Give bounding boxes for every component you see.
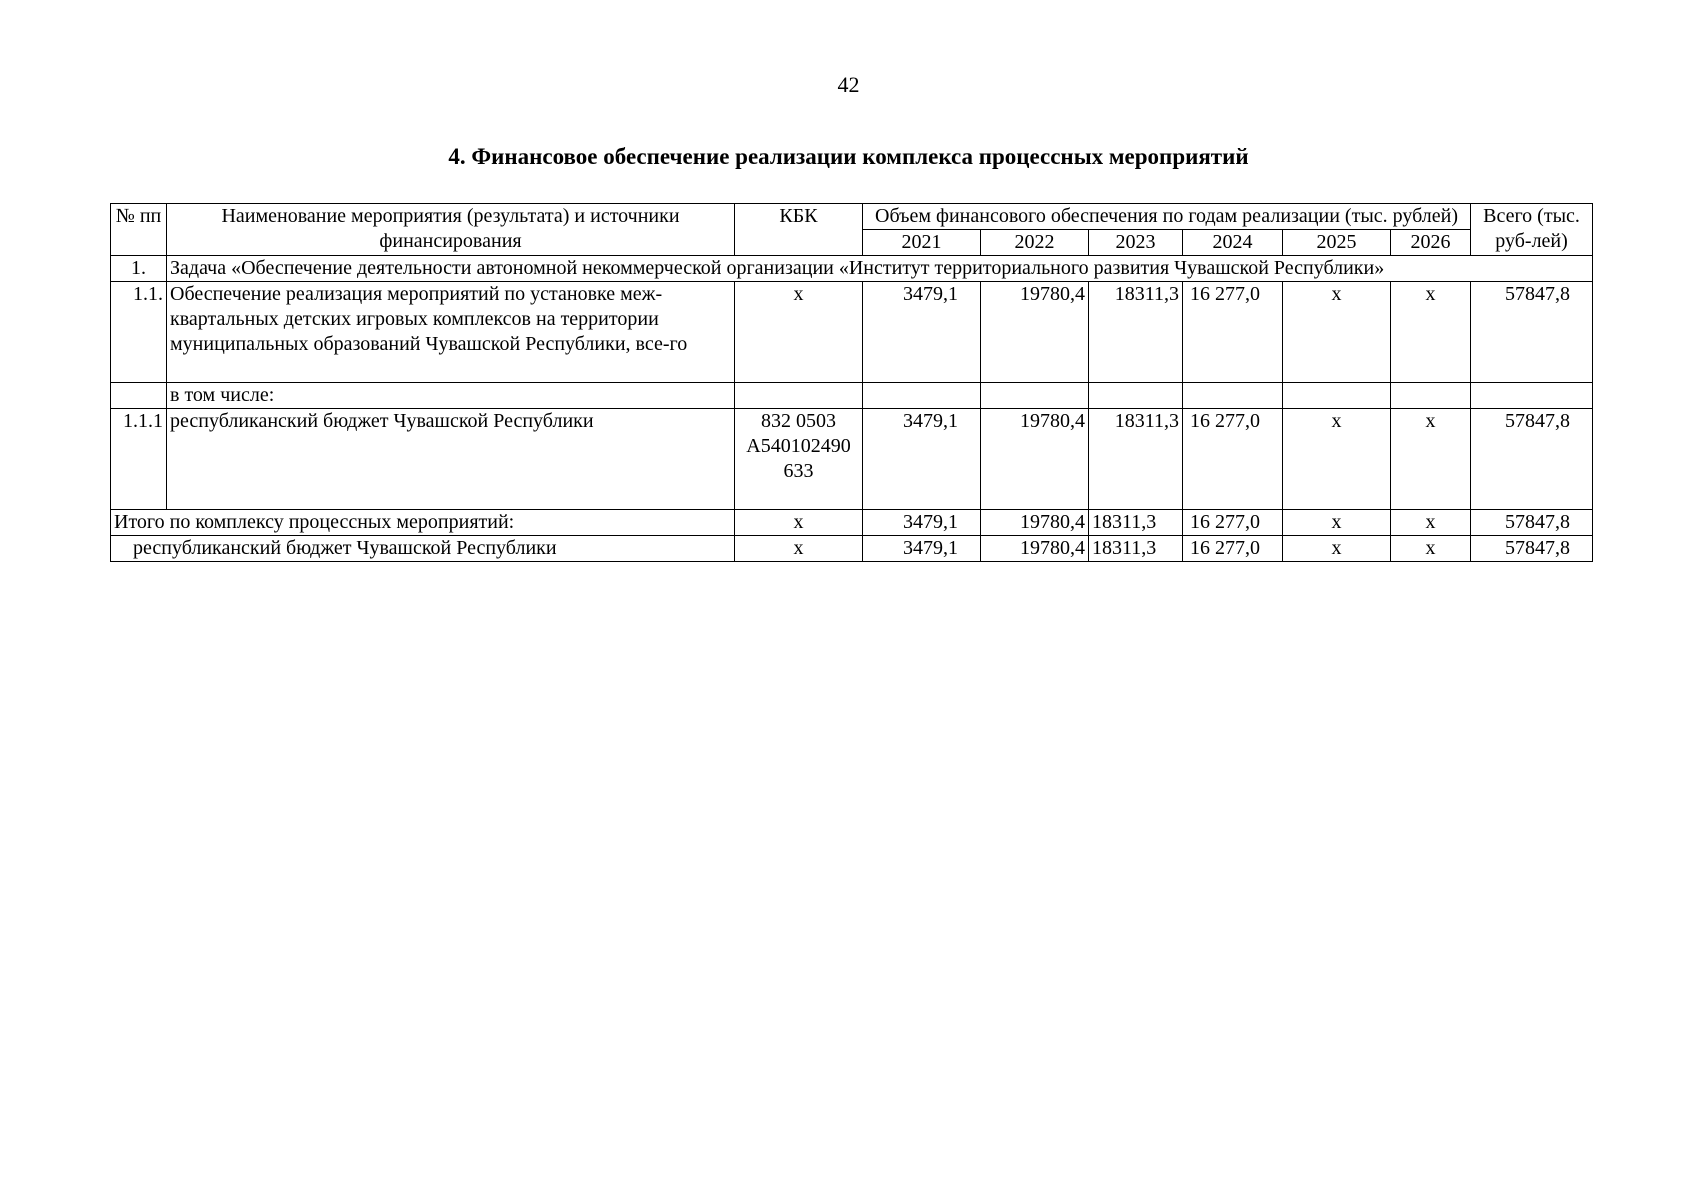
row-value: x	[1391, 409, 1471, 510]
table-row	[111, 282, 1593, 383]
row-value: 19780,4	[981, 409, 1089, 510]
total-value: x	[1391, 536, 1471, 562]
task-row	[111, 256, 1593, 282]
row-total: 57847,8	[1471, 409, 1593, 510]
row-num	[111, 383, 167, 409]
header-total: Всего (тыс. руб-лей)	[1471, 204, 1593, 256]
header-row-1	[111, 204, 1593, 230]
total-value: 3479,1	[863, 536, 981, 562]
row-value	[1283, 383, 1391, 409]
header-year: 2021	[863, 230, 981, 256]
row-value: x	[1283, 409, 1391, 510]
total-value: x	[1283, 510, 1391, 536]
total-value: 19780,4	[981, 536, 1089, 562]
row-value: 18311,3	[1089, 409, 1183, 510]
row-value: 18311,3	[1089, 282, 1183, 383]
total-value: 18311,3	[1089, 510, 1183, 536]
row-kbk	[735, 383, 863, 409]
row-total	[1471, 383, 1593, 409]
row-value: x	[1391, 282, 1471, 383]
total-row	[111, 536, 1593, 562]
task-text: Задача «Обеспечение деятельности автономной некоммерческой организации «Институт территориального развития Чувашской Республики»	[167, 256, 1593, 282]
header-volume: Объем финансового обеспечения по годам реализации (тыс. рублей)	[863, 204, 1471, 230]
total-value: 3479,1	[863, 510, 981, 536]
row-value	[1183, 383, 1283, 409]
total-kbk: x	[735, 510, 863, 536]
page-number: 42	[837, 72, 860, 97]
header-year: 2024	[1183, 230, 1283, 256]
row-total: 57847,8	[1471, 282, 1593, 383]
table-row	[111, 383, 1593, 409]
row-value	[863, 383, 981, 409]
row-value: 16 277,0	[1183, 282, 1283, 383]
row-value: 3479,1	[863, 409, 981, 510]
total-value: 19780,4	[981, 510, 1089, 536]
header-name: Наименование мероприятия (результата) и источники финансирования	[167, 204, 735, 256]
total-sum: 57847,8	[1471, 510, 1593, 536]
total-kbk: x	[735, 536, 863, 562]
header-year: 2022	[981, 230, 1089, 256]
row-value: 16 277,0	[1183, 409, 1283, 510]
header-num: № пп	[111, 204, 167, 256]
row-value	[981, 383, 1089, 409]
row-value: x	[1283, 282, 1391, 383]
row-value: 19780,4	[981, 282, 1089, 383]
task-num: 1.	[111, 256, 167, 282]
total-value: 16 277,0	[1183, 536, 1283, 562]
financing-table	[110, 203, 1593, 562]
header-kbk: КБК	[735, 204, 863, 256]
row-value	[1089, 383, 1183, 409]
row-num: 1.1.1	[111, 409, 167, 510]
header-year: 2026	[1391, 230, 1471, 256]
total-label: Итого по комплексу процессных мероприятий:	[111, 510, 735, 536]
row-value	[1391, 383, 1471, 409]
header-year: 2025	[1283, 230, 1391, 256]
page-title: 4. Финансовое обеспечение реализации комплекса процессных мероприятий	[448, 144, 1249, 169]
row-name: в том числе:	[167, 383, 735, 409]
row-value: 3479,1	[863, 282, 981, 383]
total-value: 18311,3	[1089, 536, 1183, 562]
row-name: Обеспечение реализация мероприятий по установке меж-квартальных детских игровых комплексов на территории муниципальных образований Чувашской Республики, все-го	[167, 282, 735, 383]
total-sum: 57847,8	[1471, 536, 1593, 562]
header-year: 2023	[1089, 230, 1183, 256]
row-name: республиканский бюджет Чувашской Республики	[167, 409, 735, 510]
row-num: 1.1.	[111, 282, 167, 383]
table-row	[111, 409, 1593, 510]
total-value: x	[1283, 536, 1391, 562]
total-value: 16 277,0	[1183, 510, 1283, 536]
total-row	[111, 510, 1593, 536]
total-label: республиканский бюджет Чувашской Республики	[111, 536, 735, 562]
row-kbk: 832 0503 А540102490 633	[735, 409, 863, 510]
row-kbk: x	[735, 282, 863, 383]
total-value: x	[1391, 510, 1471, 536]
